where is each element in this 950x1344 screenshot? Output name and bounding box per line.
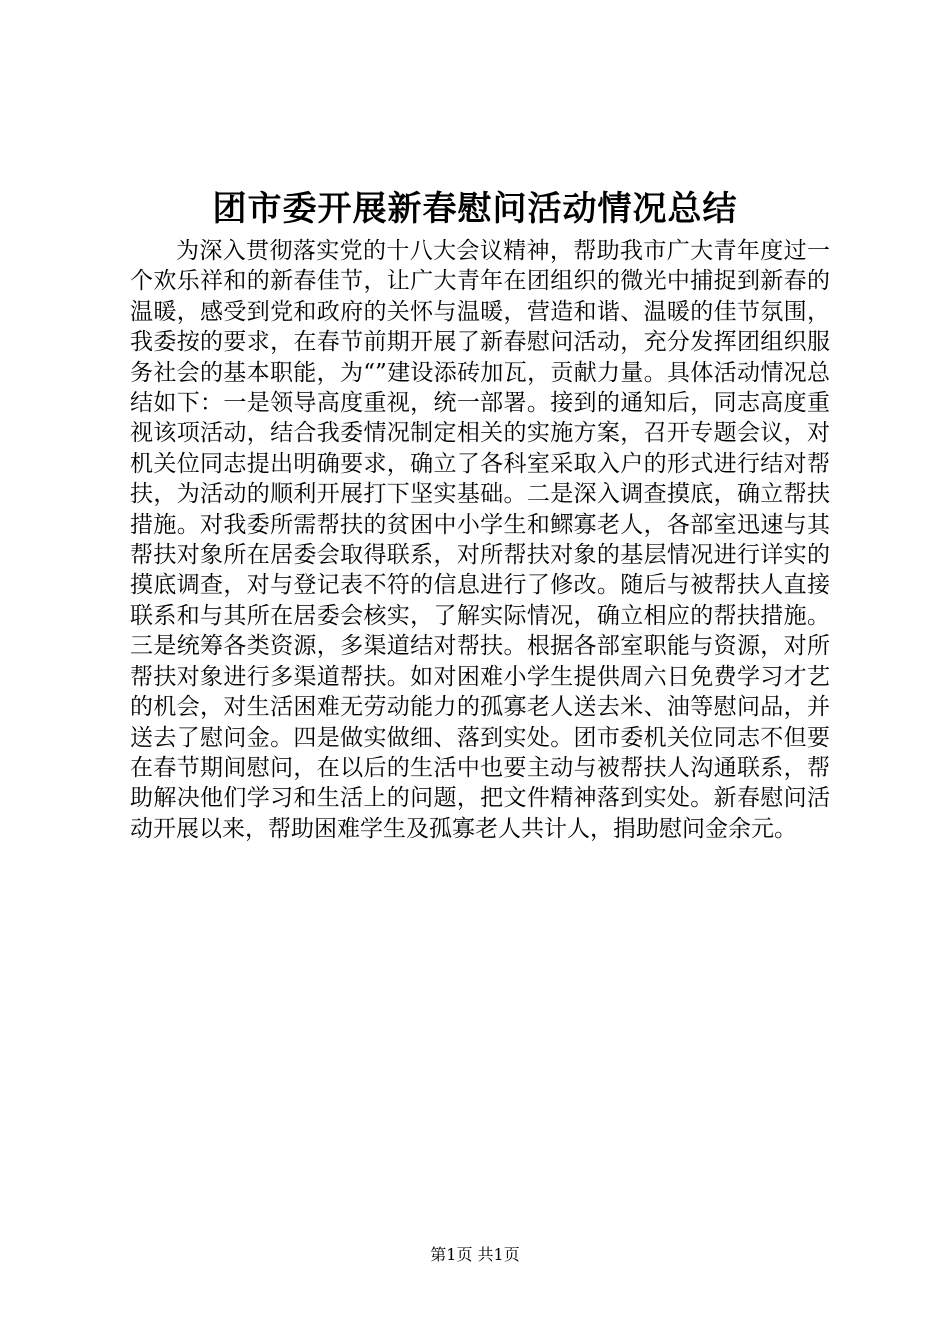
page-number-footer: 第1页 共1页 bbox=[430, 1245, 520, 1264]
document-body-paragraph: 为深入贯彻落实党的十八大会议精神，帮助我市广大青年度过一个欢乐祥和的新春佳节，让广大青年在团组织的微光中捕捉到新春的温暖，感受到党和政府的关怀与温暖，营造和谐、温暖的佳节氛围，我委按的要求，在春节前期开展了新春慰问活动，充分发挥团组织服务社会的基本职能，为“”建设添砖加瓦，贡献力量。具体活动情况总结如下：一是领导高度重视，统一部署。接到的通知后，同志高度重视该项活动，结合我委情况制定相关的实施方案，召开专题会议，对机关位同志提出明确要求，确立了各科室采取入户的形式进行结对帮扶，为活动的顺利开展打下坚实基础。二是深入调查摸底，确立帮扶措施。对我委所需帮扶的贫困中小学生和鳏寡老人，各部室迅速与其帮扶对象所在居委会取得联系，对所帮扶对象的基层情况进行详实的摸底调查，对与登记表不符的信息进行了修改。随后与被帮扶人直接联系和与其所在居委会核实，了解实际情况，确立相应的帮扶措施。三是统筹各类资源，多渠道结对帮扶。根据各部室职能与资源，对所帮扶对象进行多渠道帮扶。如对困难小学生提供周六日免费学习才艺的机会，对生活困难无劳动能力的孤寡老人送去米、油等慰问品，并送去了慰问金。四是做实做细、落到实处。团市委机关位同志不但要在春节期间慰问，在以后的生活中也要主动与被帮扶人沟通联系，帮助解决他们学习和生活上的问题，把文件精神落到实处。新春慰问活动开展以来，帮助困难学生及孤寡老人共计人，捐助慰问金余元。 bbox=[130, 238, 830, 842]
document-title: 团市委开展新春慰问活动情况总结 bbox=[212, 189, 738, 229]
